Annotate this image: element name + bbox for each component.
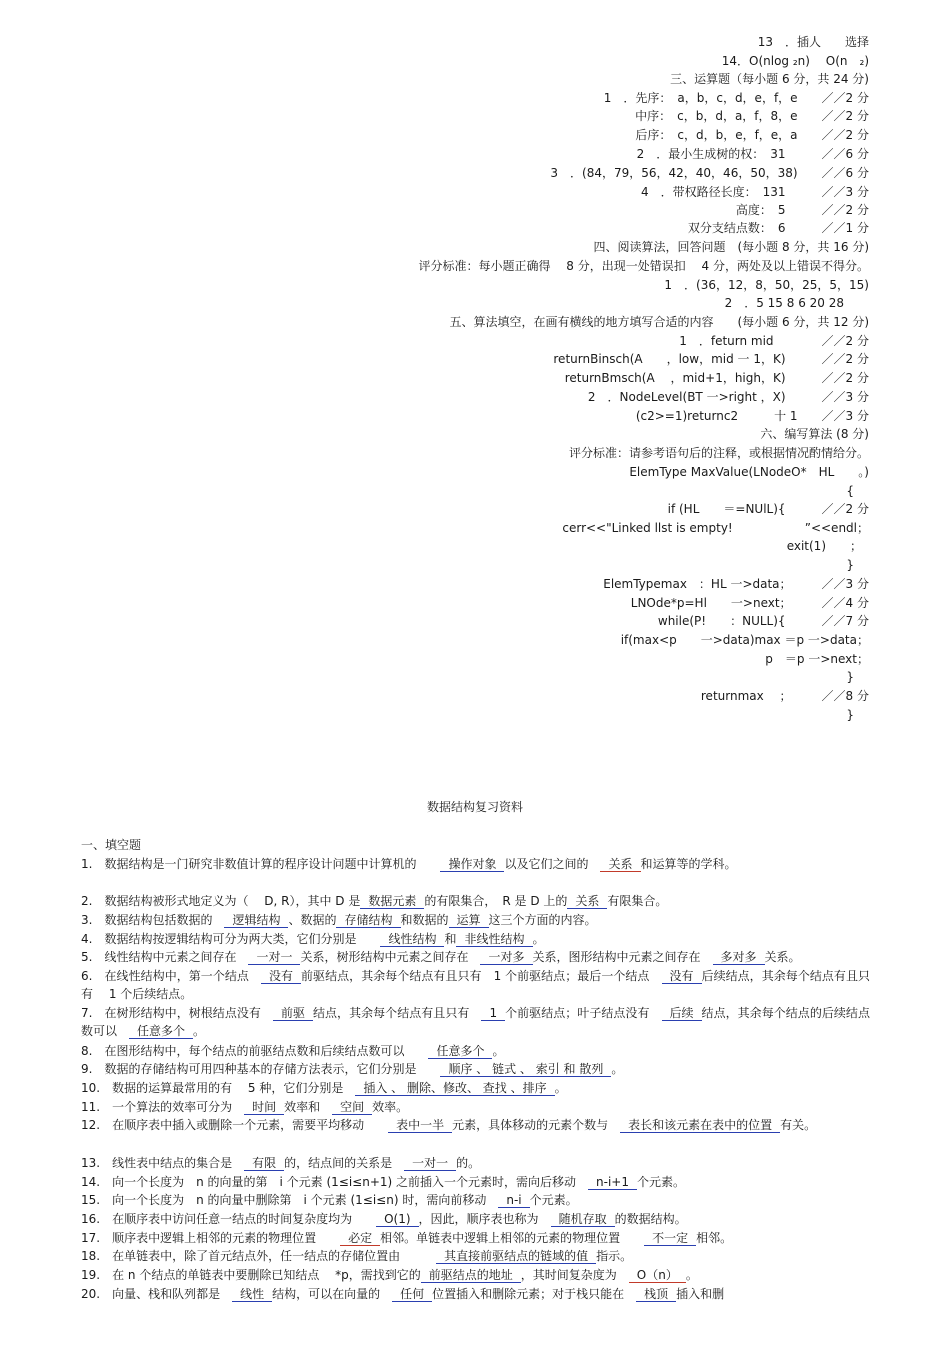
answer-blank: 没有: [261, 969, 301, 984]
answer-line: ElemType MaxValue(LNodeO* HL 。): [629, 465, 869, 479]
question-text: 18. 在单链表中，除了首元结点外，任一结点的存储位置由: [81, 1249, 437, 1263]
question-item: [81, 1060, 870, 1078]
answer-blank: 操作对象: [440, 857, 504, 872]
answer-line: if (HL ＝=NUlL){ ／／2 分: [667, 502, 869, 516]
answer-line: }: [846, 558, 854, 572]
question-text: 20. 向量、栈和队列都是: [81, 1287, 233, 1301]
answer-blank: 关系: [600, 857, 640, 872]
answer-line: returnBinsch(A ，low，mid 一 1，K) ／／2 分: [553, 352, 869, 366]
answer-blank: O（n）: [629, 1268, 686, 1283]
document-title: 数据结构复习资料: [426, 800, 523, 814]
question-item: [81, 1116, 870, 1134]
question-text: 和数据的: [400, 913, 449, 927]
answer-blank: 插入 、 删除、修改、 查找 、排序: [355, 1081, 554, 1096]
question-text: 前驱结点，其余每个结点有且只有 1 个前驱结点；最后一个结点: [300, 969, 662, 983]
answer-blank: 没有: [662, 969, 702, 984]
question-text: 1. 数据结构是一门研究非数值计算的程序设计问题中计算机的: [81, 857, 441, 871]
answer-blank: 线性: [232, 1287, 272, 1302]
answer-line: ElemTypemax ：HL 一>data； ／／3 分: [603, 577, 869, 591]
answer-line: 1 ．先序： a，b，c，d，e，f，e ／／2 分: [603, 91, 869, 105]
answer-blank: 后续: [662, 1006, 702, 1021]
answer-line: cerr<<"Linked llst is empty! ”<<endl；: [562, 521, 869, 535]
question-item: [81, 911, 870, 929]
answer-line: while(P! ：NULL){ ／／7 分: [657, 614, 869, 628]
answer-blank: 时间: [244, 1100, 284, 1115]
question-item: [81, 1191, 870, 1209]
answer-blank: 必定: [340, 1231, 380, 1246]
question-text: 关系，树形结构中元素之间存在: [300, 950, 481, 964]
question-text: 关系。: [764, 950, 801, 964]
answer-blank: 不一定: [644, 1231, 696, 1246]
question-text: 19. 在 n 个结点的单链表中要删除已知结点 *p，需找到它的: [81, 1268, 421, 1282]
question-item: [81, 855, 870, 873]
answer-line: 高度： 5 ／／2 分: [735, 203, 869, 217]
answer-line: }: [846, 708, 854, 722]
answer-blank: 一对多: [480, 950, 532, 965]
question-item: [81, 1079, 870, 1097]
answer-line: exit(1) ；: [786, 539, 862, 553]
answer-line: if(max<p 一>data)max ＝p 一>data；: [620, 633, 869, 647]
question-item: [81, 1266, 870, 1284]
answer-blank: 随机存取: [551, 1212, 615, 1227]
answer-blank: n-i+1: [588, 1175, 637, 1190]
question-text: 、数据的: [288, 913, 337, 927]
question-text: 有关。: [780, 1118, 817, 1132]
answer-blank: 多对多: [713, 950, 765, 965]
answer-blank: 前驱结点的地址: [421, 1268, 521, 1283]
answer-line: 评分标准：每小题正确得 8 分，出现一处错误扣 4 分，两处及以上错误不得分。: [418, 259, 869, 273]
answer-blank: 顺序 、 链式 、 索引 和 散列: [440, 1062, 611, 1077]
question-item: [81, 1210, 870, 1228]
question-text: ，因此，顺序表也称为: [418, 1212, 551, 1226]
answer-blank: 栈顶: [636, 1287, 676, 1302]
answer-blank: 前驱: [273, 1006, 313, 1021]
answer-line: 2 ．5 15 8 6 20 28: [724, 296, 844, 310]
question-item: [81, 1042, 870, 1060]
question-text: 结点，其余每个结点有且只有: [312, 1006, 482, 1020]
question-text: 有限集合。: [607, 894, 668, 908]
question-text: 15. 向一个长度为 n 的向量中删除第 i 个元素 (1≤i≤n) 时，需向前移动: [81, 1193, 499, 1207]
question-text: 指示。: [596, 1249, 633, 1263]
question-text: 效率和: [284, 1100, 333, 1114]
question-text: 。: [193, 1024, 206, 1038]
question-text: 这三个方面的内容。: [488, 913, 597, 927]
answer-line: returnmax ； ／／8 分: [700, 689, 869, 703]
question-text: 。: [492, 1044, 505, 1058]
question-text: ，其时间复杂度为: [520, 1268, 629, 1282]
question-item: [81, 1004, 870, 1040]
answer-blank: O(1): [376, 1212, 418, 1227]
question-text: 5. 线性结构中元素之间存在: [81, 950, 249, 964]
question-text: 。: [685, 1268, 698, 1282]
answer-blank: 存储结构: [336, 913, 400, 928]
question-text: 个前驱结点；叶子结点没有: [505, 1006, 662, 1020]
answer-blank: 1: [481, 1006, 505, 1021]
answer-blank: 数据元素: [360, 894, 424, 909]
answer-blank: 运算: [449, 913, 489, 928]
question-text: 效率。: [372, 1100, 409, 1114]
answer-line: 三、运算题（每小题 6 分，共 24 分): [670, 72, 869, 86]
question-text: 2. 数据结构被形式地定义为（ D, R），其中 D 是: [81, 894, 361, 908]
question-item: [81, 1247, 870, 1265]
question-text: 4. 数据结构按逻辑结构可分为两大类，它们分别是: [81, 932, 381, 946]
question-text: 16. 在顺序表中访问任意一结点的时间复杂度均为: [81, 1212, 377, 1226]
question-text: 结点，其余每个结点的后续结点数可以: [81, 1006, 870, 1038]
question-item: [81, 948, 870, 966]
question-text: 结构，可以在向量的: [272, 1287, 393, 1301]
question-item: [81, 892, 870, 910]
answer-line: 五、算法填空，在画有横线的地方填写合适的内容 (每小题 6 分，共 12 分): [449, 315, 869, 329]
answer-line: 3 ．(84，79，56，42，40，46，50，38) ／／6 分: [550, 166, 869, 180]
question-text: 。: [532, 932, 545, 946]
answer-blank: 空间: [332, 1100, 372, 1115]
answer-line: 四、阅读算法，回答问题 (每小题 8 分，共 16 分): [593, 240, 869, 254]
answer-line: (c2>=1)returnc2 十 1 ／／3 分: [635, 409, 869, 423]
question-item: [81, 1154, 870, 1172]
question-item: [81, 1098, 870, 1116]
answer-blank: 一对一: [404, 1156, 456, 1171]
answer-blank: 表中一半: [388, 1118, 452, 1133]
question-text: 12. 在顺序表中插入或删除一个元素，需要平均移动: [81, 1118, 389, 1132]
question-item: [81, 1229, 870, 1247]
answer-blank: 表长和该元素在表中的位置: [620, 1118, 780, 1133]
answer-line: 4 ．带权路径长度： 131 ／／3 分: [641, 185, 869, 199]
answer-line: LNOde*p=Hl 一>next； ／／4 分: [630, 596, 869, 610]
question-text: 。: [611, 1062, 624, 1076]
question-item: [81, 1173, 870, 1191]
answer-line: 中序： c，b，d，a，f，8，e ／／2 分: [635, 109, 869, 123]
question-text: 和运算等的学科。: [640, 857, 737, 871]
answer-line: 2 ．NodeLevel(BT 一>right ，X) ／／3 分: [587, 390, 869, 404]
answer-line: p ＝p 一>next；: [765, 652, 869, 666]
answer-line: 评分标准：请参考语句后的注释，或根据情况酌情给分。: [568, 446, 869, 460]
answer-blank: 任意多个: [129, 1024, 193, 1039]
question-text: 3. 数据结构包括数据的: [81, 913, 225, 927]
question-text: 的数据结构。: [614, 1212, 687, 1226]
answer-line: 2 ．最小生成树的权： 31 ／／6 分: [636, 147, 869, 161]
question-text: 的，结点间的关系是: [284, 1156, 405, 1170]
answer-blank: 线性结构: [380, 932, 444, 947]
question-text: 相邻。: [696, 1231, 733, 1245]
question-text: 元素，具体移动的元素个数与: [452, 1118, 621, 1132]
answer-line: 14．O(nlog ₂n) O(n ₂): [721, 54, 869, 68]
question-text: 个元素。: [529, 1193, 578, 1207]
answer-blank: 任何: [392, 1287, 432, 1302]
answer-blank: 逻辑结构: [224, 913, 288, 928]
answer-line: {: [846, 484, 854, 498]
answer-line: 1 ．(36，12，8，50，25，5，15): [664, 278, 869, 292]
question-text: 11. 一个算法的效率可分为: [81, 1100, 245, 1114]
question-text: 插入和删: [676, 1287, 725, 1301]
question-text: 14. 向一个长度为 n 的向量的第 i 个元素 (1≤i≤n+1) 之前插入一个元素时，需向后移动: [81, 1175, 589, 1189]
answer-blank: 一对一: [248, 950, 300, 965]
answer-blank: 关系: [567, 894, 607, 909]
question-text: 7. 在树形结构中，树根结点没有: [81, 1006, 273, 1020]
answer-blank: 任意多个: [428, 1044, 492, 1059]
question-text: 13. 线性表中结点的集合是: [81, 1156, 245, 1170]
question-text: 位置插入和删除元素；对于栈只能在: [432, 1287, 637, 1301]
question-item: [81, 930, 870, 948]
question-text: 以及它们之间的: [504, 857, 601, 871]
question-item: [81, 1285, 870, 1303]
answer-blank: n-i: [498, 1193, 529, 1208]
question-text: 后续结点，其余每个结点有且只有 1 个后续结点。: [81, 969, 870, 1001]
answer-line: 双分支结点数： 6 ／／1 分: [687, 221, 869, 235]
question-text: 相邻。单链表中逻辑上相邻的元素的物理位置: [380, 1231, 645, 1245]
answer-blank: 非线性结构: [456, 932, 532, 947]
answer-line: 13 ．插人 选择: [757, 35, 869, 49]
section-heading: 一、填空题: [81, 838, 142, 852]
question-text: 的有限集合， R 是 D 上的: [424, 894, 568, 908]
question-text: 6. 在线性结构中，第一个结点: [81, 969, 261, 983]
answer-line: 后序： c，d，b，e，f，e，a ／／2 分: [635, 128, 869, 142]
question-text: 9. 数据的存储结构可用四种基本的存储方法表示，它们分别是: [81, 1062, 441, 1076]
answer-blank: 其直接前驱结点的链域的值: [436, 1249, 596, 1264]
question-text: 8. 在图形结构中，每个结点的前驱结点数和后续结点数可以: [81, 1044, 429, 1058]
question-text: 17. 顺序表中逻辑上相邻的元素的物理位置: [81, 1231, 341, 1245]
answer-blank: 有限: [244, 1156, 284, 1171]
answer-line: returnBmsch(A ，mid+1，high，K) ／／2 分: [564, 371, 869, 385]
question-item: [81, 967, 870, 1003]
answer-line: 六、编写算法 (8 分): [760, 427, 869, 441]
answer-line: }: [846, 670, 854, 684]
question-text: 10. 数据的运算最常用的有 5 种，它们分别是: [81, 1081, 356, 1095]
question-text: 的。: [456, 1156, 481, 1170]
question-text: 关系，图形结构中元素之间存在: [532, 950, 713, 964]
answer-line: 1 ．feturn mid ／／2 分: [679, 334, 869, 348]
question-text: 个元素。: [637, 1175, 686, 1189]
question-text: 。: [554, 1081, 567, 1095]
question-text: 和: [444, 932, 457, 946]
